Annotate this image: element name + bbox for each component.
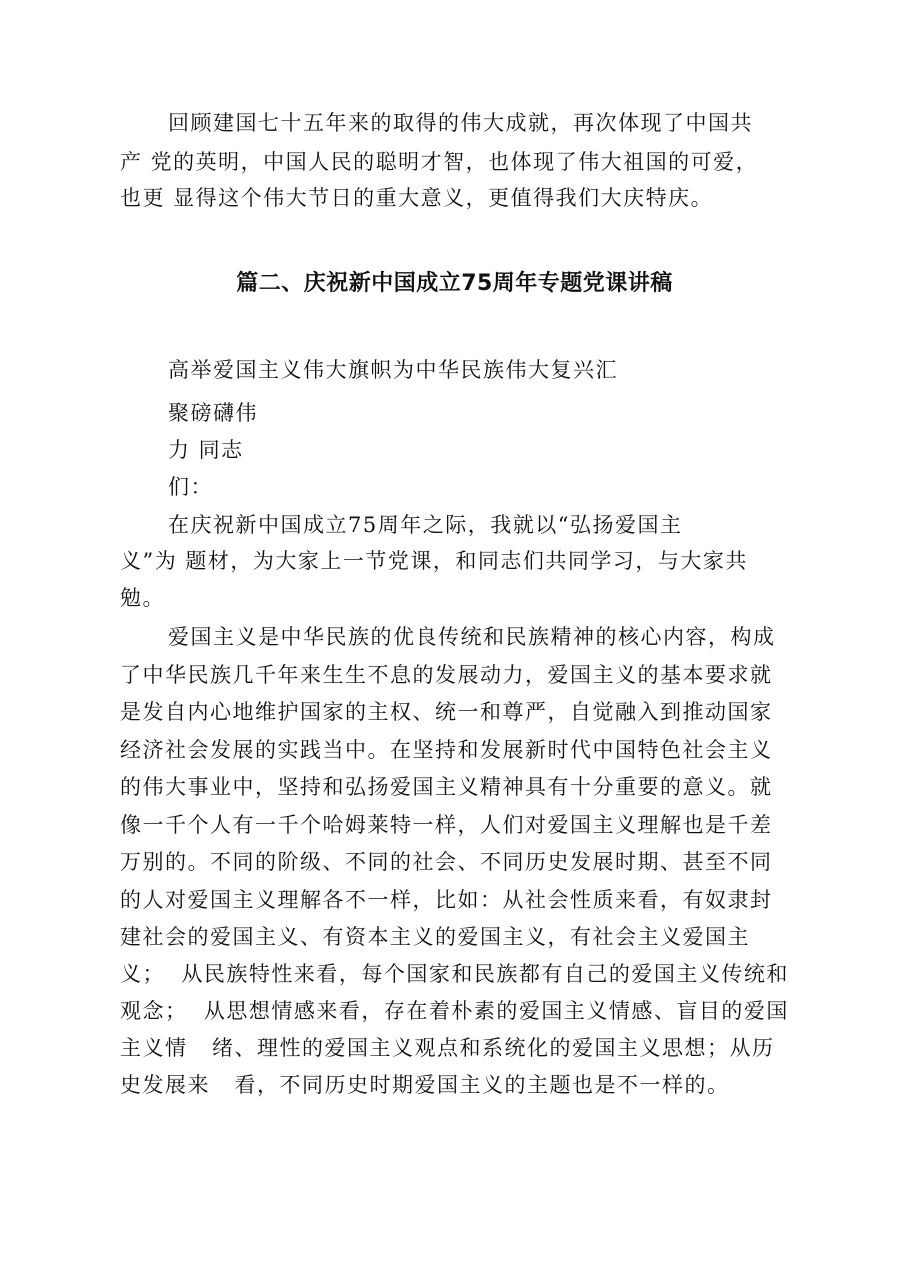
paragraph-3-line-7: 万别的。不同的阶级、不同的社会、不同历史发展时期、甚至不同 (120, 850, 773, 874)
paragraph-3-line-12: 主义情 绪、理性的爱国主义观点和系统化的爱国主义思想；从历 (120, 1036, 775, 1060)
section-title: 篇二、庆祝新中国成立75周年专题党课讲稿 (236, 271, 673, 296)
paragraph-3-line-4: 经济社会发展的实践当中。在坚持和发展新时代中国特色社会主义 (120, 738, 773, 762)
paragraph-3-line-3: 是发自内心地维护国家的主权、统一和尊严，自觉融入到推动国家 (120, 700, 773, 724)
paragraph-2-line-3: 勉。 (120, 586, 165, 610)
intro-line-1: 回顾建国七十五年来的取得的伟大成就，再次体现了中国共 (168, 111, 753, 135)
paragraph-3-line-5: 的伟大事业中，坚持和弘扬爱国主义精神具有十分重要的意义。就 (120, 775, 773, 799)
subtitle-line-3: 力 同志 (168, 438, 244, 462)
paragraph-3-line-8: 的人对爱国主义理解各不一样，比如：从社会性质来看，有奴隶封 (120, 888, 773, 912)
paragraph-3-line-10: 义； 从民族特性来看，每个国家和民族都有自己的爱国主义传统和 (120, 962, 789, 986)
intro-line-2: 产 党的英明，中国人民的聪明才智，也体现了伟大祖国的可爱， (120, 150, 759, 174)
paragraph-3-line-13: 史发展来 看，不同历史时期爱国主义的主题也是不一样的。 (120, 1073, 730, 1097)
paragraph-3-line-2: 了中华民族几千年来生生不息的发展动力，爱国主义的基本要求就 (120, 663, 773, 687)
subtitle-line-2: 聚磅礴伟 (168, 401, 258, 425)
paragraph-3-line-11: 观念； 从思想情感来看，存在着朴素的爱国主义情感、盲目的爱国 (120, 999, 789, 1023)
paragraph-3-line-9: 建社会的爱国主义、有资本主义的爱国主义，有社会主义爱国主 (120, 925, 750, 949)
paragraph-3-line-6: 像一千个人有一千个哈姆莱特一样，人们对爱国主义理解也是千差 (120, 813, 773, 837)
paragraph-2-line-1: 在庆祝新中国成立75周年之际，我就以“弘扬爱国主 (168, 513, 683, 537)
paragraph-2-line-2: 义”为 题材，为大家上一节党课，和同志们共同学习，与大家共 (120, 549, 748, 573)
intro-line-3: 也更 显得这个伟大节日的重大意义，更值得我们大庆特庆。 (120, 186, 714, 210)
paragraph-3-line-1: 爱国主义是中华民族的优良传统和民族精神的核心内容，构成 (168, 625, 776, 649)
subtitle-line-1: 高举爱国主义伟大旗帜为中华民族伟大复兴汇 (168, 358, 618, 382)
subtitle-line-4: 们： (168, 475, 213, 499)
